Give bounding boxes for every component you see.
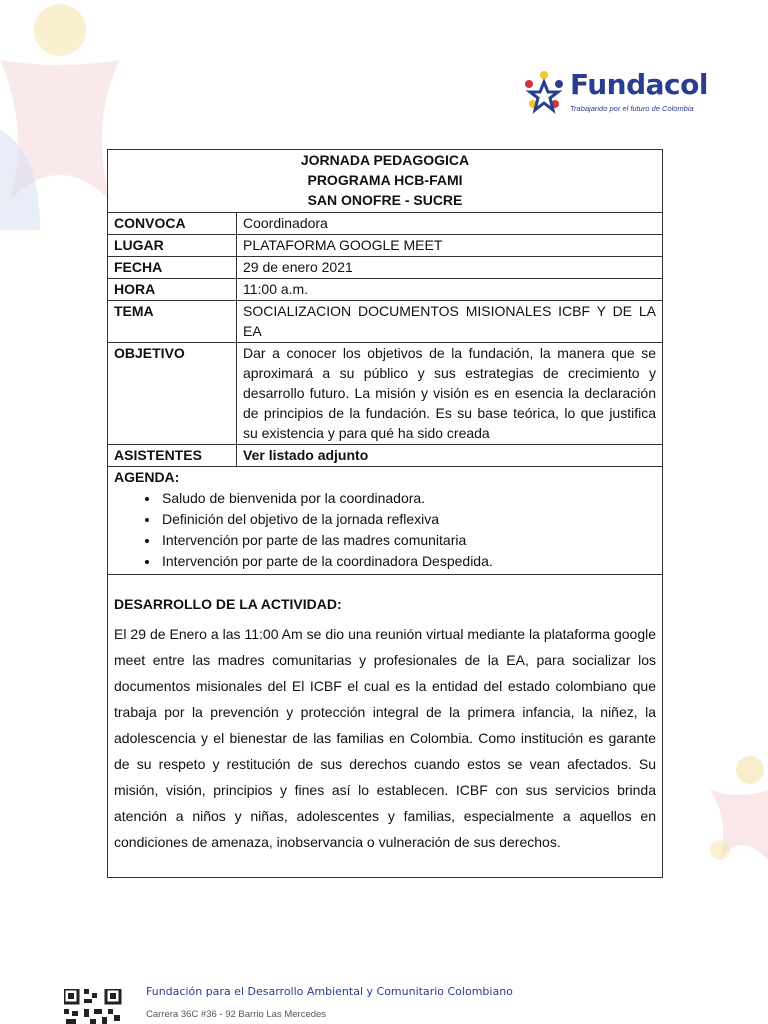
row-hora xyxy=(108,278,662,300)
development-body: El 29 de Enero a las 11:00 Am se dio una reunión virtual mediante la plataforma google meet entre las madres comunitarias y profesionales de la EA, para socializar los documentos misionales del El ICBF el cual es la entidad del estado colombiano que trabaja por la prevención y protección integral de la primera infancia, la niñez, la adolescencia y el bienestar de las familias en Colombia. Como institución es garante de su respeto y restitución de sus derechos cuando estos se vean afectados. Su misión, visión, principios y fines así lo establecen. ICBF con sus servicios brinda atención a niños y niñas, adolescentes y familias, especialmente a aquellos en condiciones de amenaza, inobservancia o vulneración de sus derechos. xyxy=(114,626,656,850)
row-asistentes xyxy=(108,444,662,466)
row-value: 29 de enero 2021 xyxy=(243,259,353,275)
row-convoca xyxy=(108,212,662,234)
development-section xyxy=(108,574,662,877)
logo-name: Fundacol xyxy=(570,68,708,101)
row-label: FECHA xyxy=(108,257,237,278)
watermark-right xyxy=(700,750,768,880)
fundacol-logo xyxy=(520,66,720,118)
row-value: Dar a conocer los objetivos de la fundación, la manera que se aproximará a su público y sus estrategias de crecimiento y desarrollo futuro. La misión y visión es en esencia la declaración de principios de la fundación. Es su base teórica, lo que justifica su existencia y para qué ha sido creada xyxy=(243,345,656,441)
row-fecha xyxy=(108,256,662,278)
agenda-section xyxy=(108,466,662,574)
row-label: LUGAR xyxy=(108,235,237,256)
row-objetivo xyxy=(108,342,662,444)
row-value: SOCIALIZACION DOCUMENTOS MISIONALES ICBF Y DE LA EA xyxy=(243,303,656,339)
table-header xyxy=(108,150,662,212)
row-lugar xyxy=(108,234,662,256)
row-value: Ver listado adjunto xyxy=(243,447,369,463)
row-label: OBJETIVO xyxy=(108,343,237,444)
row-value: PLATAFORMA GOOGLE MEET xyxy=(243,237,443,253)
row-label: ASISTENTES xyxy=(108,445,237,466)
meeting-record-table xyxy=(107,149,663,878)
footer-address: Carrera 36C #36 - 92 Barrio Las Mercedes xyxy=(146,1009,327,1020)
header-line-2: PROGRAMA HCB-FAMI xyxy=(307,172,463,188)
agenda-list xyxy=(114,488,656,572)
row-tema xyxy=(108,300,662,342)
row-value: 11:00 a.m. xyxy=(243,281,309,297)
agenda-item: • Intervención por parte de las madres comunitaria xyxy=(160,530,656,551)
agenda-title: AGENDA: xyxy=(114,469,180,485)
development-title: DESARROLLO DE LA ACTIVIDAD: xyxy=(114,596,342,612)
header-line-1: JORNADA PEDAGOGICA xyxy=(300,152,470,168)
agenda-item: • Intervención por parte de la coordinadora Despedida. xyxy=(160,551,656,572)
row-label: HORA xyxy=(108,279,237,300)
footer-organization: Fundación para el Desarrollo Ambiental y Comunitario Colombiano xyxy=(146,985,513,998)
logo-tagline: Trabajando por el futuro de Colombia xyxy=(570,104,694,113)
people-star-icon xyxy=(520,68,568,116)
row-label: CONVOCA xyxy=(108,213,237,234)
row-value: Coordinadora xyxy=(243,215,328,231)
agenda-item: • Definición del objetivo de la jornada reflexiva xyxy=(160,509,656,530)
header-line-3: SAN ONOFRE - SUCRE xyxy=(307,192,463,208)
row-label: TEMA xyxy=(108,301,237,342)
agenda-item: • Saludo de bienvenida por la coordinadora. xyxy=(160,488,656,509)
qr-code-icon xyxy=(64,989,122,1024)
